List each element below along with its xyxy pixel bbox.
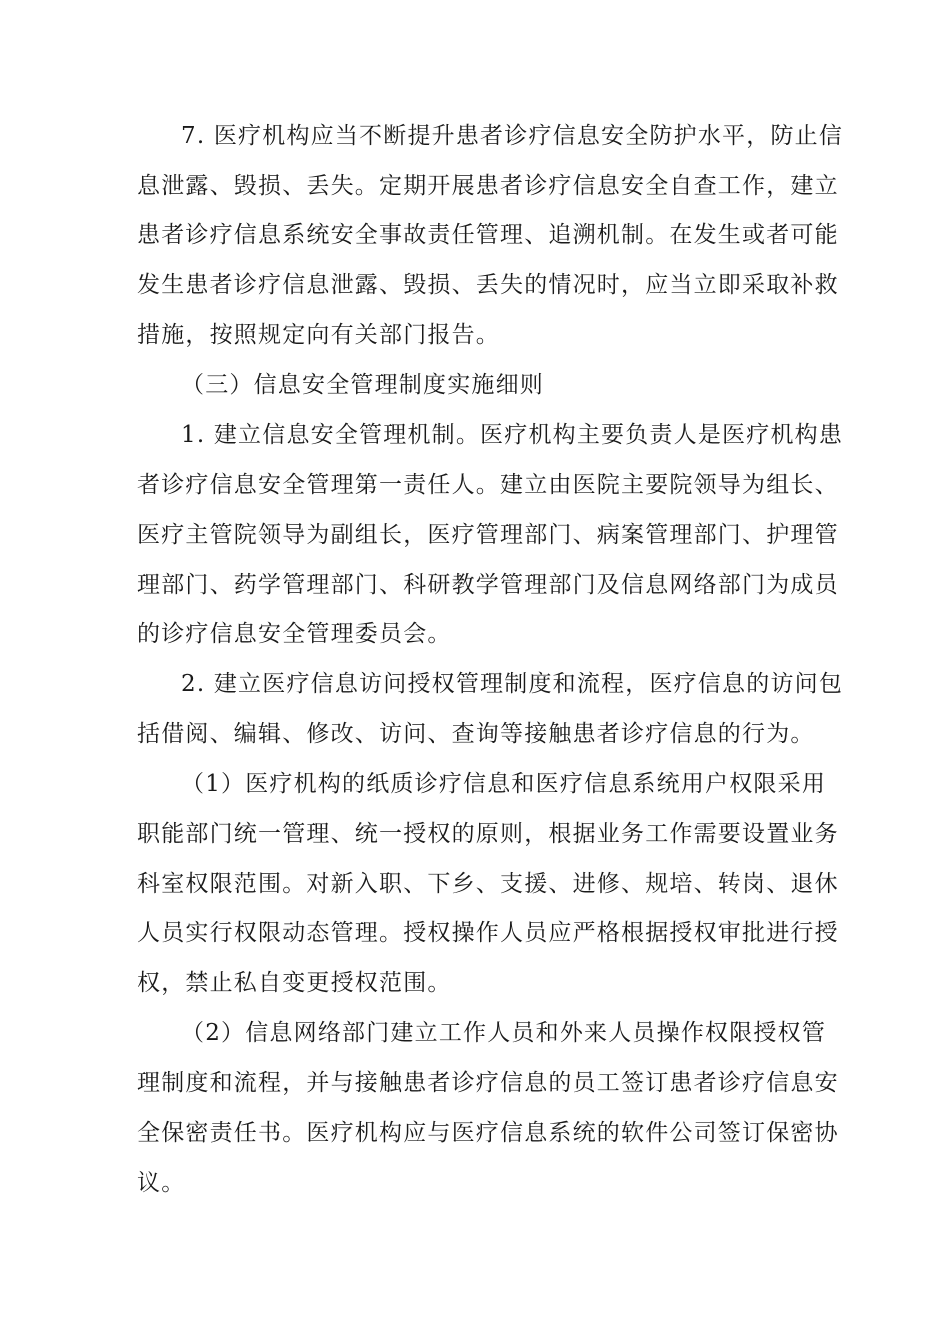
subitem-1-line-1: （1）医疗机构的纸质诊疗信息和医疗信息系统用户权限采用: [181, 771, 827, 797]
paragraph-7-line-5: 措施，按照规定向有关部门报告。: [137, 322, 500, 348]
subitem-2-line-3: 全保密责任书。医疗机构应与医疗信息系统的软件公司签订保密协: [137, 1120, 839, 1146]
subitem-2-line-1: （2）信息网络部门建立工作人员和外来人员操作权限授权管: [181, 1020, 827, 1046]
paragraph-7-line-4: 发生患者诊疗信息泄露、毁损、丢失的情况时，应当立即采取补救: [137, 272, 839, 298]
paragraph-7-line-3: 患者诊疗信息系统安全事故责任管理、追溯机制。在发生或者可能: [137, 222, 839, 248]
paragraph-7-line-1: 7. 医疗机构应当不断提升患者诊疗信息安全防护水平，防止信: [181, 123, 844, 149]
item-1-line-2: 者诊疗信息安全管理第一责任人。建立由医院主要院领导为组长、: [137, 472, 839, 498]
subitem-1-line-5: 权，禁止私自变更授权范围。: [137, 970, 452, 996]
section-heading: （三）信息安全管理制度实施细则: [181, 372, 544, 398]
item-1-line-4: 理部门、药学管理部门、科研教学管理部门及信息网络部门为成员: [137, 572, 839, 598]
paragraph-7-line-2: 息泄露、毁损、丢失。定期开展患者诊疗信息安全自查工作，建立: [137, 173, 839, 199]
item-1-line-1: 1. 建立信息安全管理机制。医疗机构主要负责人是医疗机构患: [181, 422, 844, 448]
item-1-line-5: 的诊疗信息安全管理委员会。: [137, 621, 452, 647]
item-2-line-1: 2. 建立医疗信息访问授权管理制度和流程，医疗信息的访问包: [181, 671, 844, 697]
subitem-2-line-2: 理制度和流程，并与接触患者诊疗信息的员工签订患者诊疗信息安: [137, 1070, 839, 1096]
item-2-line-2: 括借阅、编辑、修改、访问、查询等接触患者诊疗信息的行为。: [137, 721, 815, 747]
subitem-1-line-3: 科室权限范围。对新入职、下乡、支援、进修、规培、转岗、退休: [137, 871, 839, 897]
subitem-2-line-4: 议。: [137, 1170, 186, 1196]
item-1-line-3: 医疗主管院领导为副组长，医疗管理部门、病案管理部门、护理管: [137, 522, 839, 548]
subitem-1-line-4: 人员实行权限动态管理。授权操作人员应严格根据授权审批进行授: [137, 920, 839, 946]
subitem-1-line-2: 职能部门统一管理、统一授权的原则，根据业务工作需要设置业务: [137, 821, 839, 847]
